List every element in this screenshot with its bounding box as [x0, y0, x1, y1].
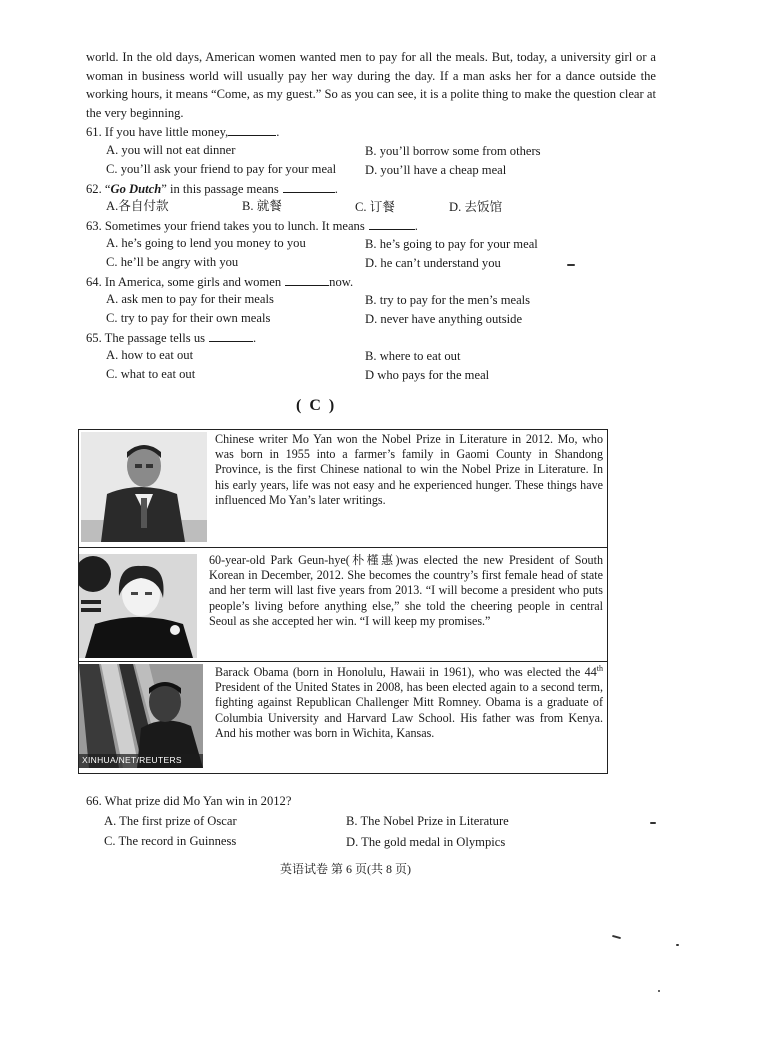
option-63-c: C. he’ll be angry with you	[106, 255, 239, 269]
news-row-park-geun-hye	[79, 548, 607, 662]
option-64-c: C. try to pay for their own meals	[106, 311, 271, 325]
scan-speck	[658, 990, 660, 992]
question-64-end: now.	[329, 275, 354, 289]
option-62-a: A.各自付款	[106, 199, 169, 213]
option-64-d: D. never have anything outside	[365, 312, 523, 326]
option-63-b: B. he’s going to pay for your meal	[365, 237, 538, 251]
option-65-b: B. where to eat out	[365, 349, 461, 363]
option-62-d: D. 去饭馆	[449, 200, 503, 214]
answer-blank	[228, 123, 276, 136]
news-table	[78, 429, 608, 774]
question-66-stem: 66. What prize did Mo Yan win in 2012?	[86, 794, 292, 808]
go-dutch-phrase: Go Dutch	[110, 182, 162, 196]
answer-blank	[369, 217, 415, 230]
option-61-b: B. you’ll borrow some from others	[365, 144, 541, 158]
option-65-c: C. what to eat out	[106, 367, 196, 381]
obama-text-part-1: Barack Obama (born in Honolulu, Hawaii in 1961), who was elected the 44	[215, 665, 597, 679]
scan-speck	[676, 944, 679, 946]
passage-b-paragraph: world. In the old days, American women wanted men to pay for all the meals. But, today, a university girl or a woman in business world will usually pay her way during the day. If a man asks her for a dance outside the working hours, it means “Come, as my guest.” So as you can see, it is a polite thing to make the question clear at the very beginning.	[86, 50, 656, 120]
barack-obama-text	[215, 665, 603, 741]
scan-speck	[612, 935, 621, 939]
option-66-a: A. The first prize of Oscar	[104, 814, 237, 828]
photo-watermark: XINHUA/NET/REUTERS	[82, 755, 182, 765]
question-63-end: .	[414, 219, 418, 233]
news-row-barack-obama	[79, 662, 607, 774]
option-62-b: B. 就餐	[242, 199, 282, 213]
question-63-text: 63. Sometimes your friend takes you to lunch. It means	[86, 219, 365, 233]
question-62-end: .	[334, 182, 338, 196]
question-64-stem	[86, 273, 353, 290]
question-62-text: 62. “	[86, 182, 111, 196]
park-geun-hye-photo	[79, 554, 197, 658]
option-61-a: A. you will not eat dinner	[106, 143, 236, 157]
page-footer: 英语试卷 第 6 页(共 8 页)	[280, 862, 411, 876]
question-62-text-middle: ” in this passage means	[161, 182, 279, 196]
question-61-end: .	[276, 125, 280, 139]
option-65-d: D who pays for the meal	[365, 368, 490, 382]
option-66-b: B. The Nobel Prize in Literature	[346, 814, 509, 828]
question-61-text: 61. If you have little money,	[86, 125, 229, 139]
park-geun-hye-text: 60-year-old Park Geun-hye(朴槿惠)was elected the new President of South Korean in December, 2012. She becomes the country’s first female head of state and her term will last five years from 2013. “I will become a president who puts people’s living before anything else,” she told the cheering people in central Seoul as she accepted her win. “I will keep my promises.”	[209, 553, 603, 628]
option-61-c: C. you’ll ask your friend to pay for your meal	[106, 162, 337, 176]
answer-blank	[209, 329, 253, 342]
option-63-d: D. he can’t understand you	[365, 256, 501, 270]
option-66-c: C. The record in Guinness	[104, 834, 237, 848]
scan-speck	[650, 822, 656, 824]
option-63-a: A. he’s going to lend you money to you	[106, 236, 306, 250]
scan-speck	[567, 264, 575, 266]
news-row-mo-yan	[79, 430, 607, 548]
answer-blank	[283, 180, 335, 193]
question-64-text: 64. In America, some girls and women	[86, 275, 282, 289]
option-64-a: A. ask men to pay for their meals	[106, 292, 274, 306]
option-62-c: C. 订餐	[355, 200, 395, 214]
question-65-end: .	[253, 331, 257, 345]
option-66-d: D. The gold medal in Olympics	[346, 835, 506, 849]
answer-blank	[285, 273, 329, 286]
mo-yan-text: Chinese writer Mo Yan won the Nobel Prize in Literature in 2012. Mo, who was born in 1955 into a farmer’s family in Gaomi County in Shandong Province, is the first Chinese national to win the Nobel Prize in Literature. In his early years, life was not easy and he experienced hunger. These things have influenced Mo Yan’s later writings.	[215, 432, 603, 507]
question-65-stem	[86, 329, 256, 346]
mo-yan-photo	[81, 432, 207, 542]
option-64-b: B. try to pay for the men’s meals	[365, 293, 531, 307]
question-63-stem	[86, 217, 418, 234]
question-61-stem	[86, 123, 279, 140]
obama-text-superscript: th	[596, 663, 603, 673]
obama-text-part-2: President of the United States in 2008, has been elected again to a second term, fighting against Republican Challenger Mitt Romney. Obama is a graduate of Columbia University and Harvard Law School. His father was from Kenya. And his mother was born in Wichita, Kansas.	[215, 680, 603, 740]
option-61-d: D. you’ll have a cheap meal	[365, 163, 507, 177]
option-65-a: A. how to eat out	[106, 348, 194, 362]
barack-obama-photo	[79, 664, 203, 768]
question-65-text: 65. The passage tells us	[86, 331, 206, 345]
question-62-stem	[86, 180, 338, 197]
section-c-title: ( C )	[296, 397, 337, 414]
